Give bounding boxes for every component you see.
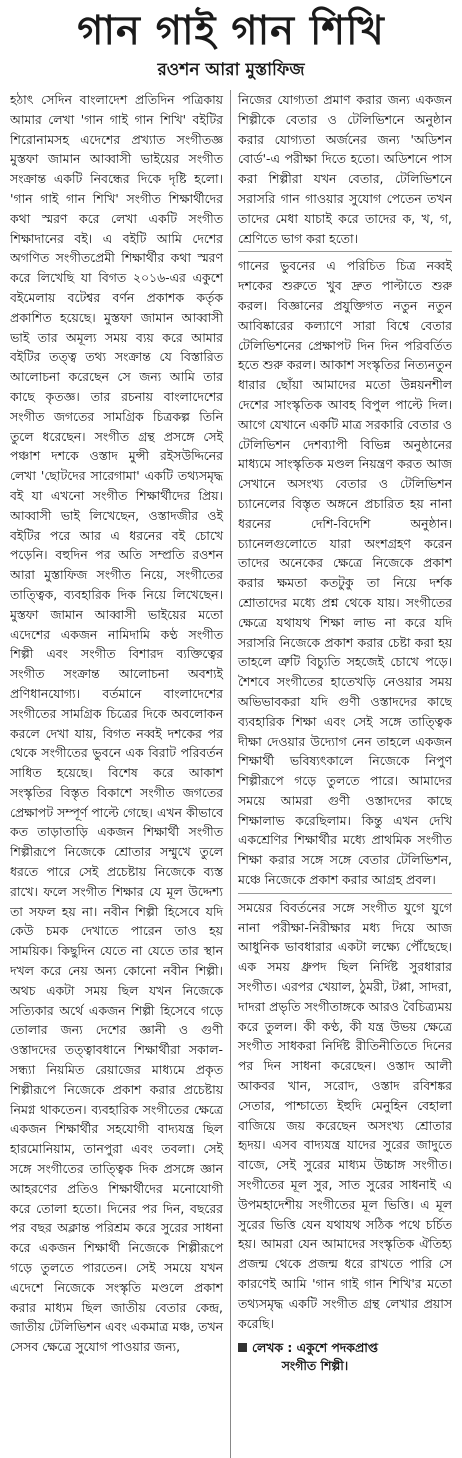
body-paragraph: সময়ের বিবর্তনের সঙ্গে সংগীত যুগে যুগে নানা পরীক্ষা-নিরীক্ষার মধ্য দিয়ে আজ আধুনিক ভাবধারার একটা লক্ষ্যে পৌঁছেছে। এক সময় ধ্রুপদ ছিল নির্দিষ্ট সুরধারার সংগীত। এরপর খেয়াল, ঠুমরী, টপ্পা, সাদরা, দাদরা প্রভৃতি সংগীতাঙ্গকে আরও বৈচিত্র্যময় করে তুলল। কী কণ্ঠ, কী যন্ত্র উভয় ক্ষেত্রে সংগীত সাধকরা নির্দিষ্ট রীতিনীতিতে দিনের পর দিন সাধনা করেছেন। ওস্তাদ আলী আকবর খান, সরোদ, ওস্তাদ রবিশঙ্কর সেতার, পাশ্চাত্যে ইহুদি মেনুহিন বেহালা বাজিয়ে জয় করেছেন অসংখ্য শ্রোতার হৃদয়। এসব বাদ্যযন্ত্র যাদের সুরের জাদুতে বাজে, সেই সুরের মাধ্যম উচ্চাঙ্গ সংগীত। সংগীতের মূল সুর, সাত সুরের সাধনাই এ উপমহাদেশীয় সংগীতের মূল ভিত্তি। এ মূল সুরের ভিত্তি যেন যথাযথ সঠিক পথে চর্চিত হয়। আমরা যেন আমাদের সংস্কৃতিক ঐতিহ্য প্রজন্ম থেকে প্রজন্ম ধরে রাখতে পারি সে কারণেই আমি 'গান গাই গান শিখি'র মতো তথ্যসমৃদ্ধ একটি সংগীত গ্রন্থ লেখার প্রয়াস করেছি। bbox=[238, 899, 452, 1331]
author-credit bbox=[252, 1339, 378, 1375]
section-divider bbox=[238, 251, 452, 252]
article-body bbox=[10, 90, 452, 1458]
left-column bbox=[10, 90, 231, 1458]
square-bullet-icon bbox=[238, 1343, 247, 1352]
author-signature bbox=[238, 1339, 452, 1375]
body-paragraph: হঠাৎ সেদিন বাংলাদেশ প্রতিদিন পত্রিকায় আমার লেখা 'গান গাই গান শিখি' বইটির শিরোনামসহ এদেশের প্রখ্যাত সংগীতজ্ঞ মুস্তফা জামান আব্বাসী ভাইয়ের সংগীত সংক্রান্ত একটি নিবন্ধের দিকে দৃষ্টি হলো। 'গান গাই গান শিখি' সংগীত শিক্ষার্থীদের কথা স্মরণ করে লেখা একটি সংগীত শিক্ষাদানের বই। এ বইটি আমি দেশের অগণিত সংগীতপ্রেমী শিক্ষার্থীর কথা স্মরণ করে লিখেছি যা বিগত ২০১৬-এর একুশে বইমেলায় বটেশ্বর বর্ণন প্রকাশক কর্তৃক প্রকাশিত হয়েছে। মুস্তফা জামান আব্বাসী ভাই তার অমূল্য সময় ব্যয় করে আমার বইটির তত্ত্ব তথ্য সংক্রান্ত যে বিস্তারিত আলোচনা করেছেন সে জন্য আমি তার কাছে কৃতজ্ঞ। তার রচনায় বাংলাদেশের সংগীত জগতের সামগ্রিক চিত্রকল্প তিনি তুলে ধরেছেন। সংগীত গ্রন্থ প্রসঙ্গে সেই পঞ্চাশ দশকে ওস্তাদ মুন্সী রইসউদ্দিনের লেখা 'ছোটদের সারেগামা' একটি তথ্যসমৃদ্ধ বই যা এখনো সংগীত শিক্ষার্থীদের প্রিয়। আব্বাসী ভাই লিখেছেন, ওস্তাদজীর ওই বইটির পরে আর এ ধরনের বই চোখে পড়েনি। বহুদিন পর অতি সম্প্রতি রওশন আরা মুস্তাফিজ সংগীত নিয়ে, সংগীতের তাত্ত্বিক, ব্যবহারিক দিক নিয়ে লিখেছেন। মুস্তফা জামান আব্বাসী ভাইয়ের মতো এদেশের একজন নামিদামি কণ্ঠ সংগীত শিল্পী এবং সংগীত বিশারদ ব্যক্তিত্বের সংগীত সংক্রান্ত আলোচনা অবশ্যই প্রণিধানযোগ্য। বর্তমানে বাংলাদেশের সংগীতের সামগ্রিক চিত্রের দিকে অবলোকন করলে দেখা যায়, বিগত নব্বই দশকের পর থেকে সংগীতের ভুবনে এক বিরাট পরিবর্তন সাধিত হয়েছে। বিশেষ করে আকাশ সংস্কৃতির বিস্তৃত বিকাশে সংগীত জগতের প্রেক্ষাপট সম্পূর্ণ পাল্টে গেছে। এখন কীভাবে কত তাড়াতাড়ি একজন শিক্ষার্থী সংগীত শিল্পীরূপে নিজেকে শ্রোতার সম্মুখে তুলে ধরতে পারে সেই প্রচেষ্টায় নিজেকে ব্যস্ত রাখে। ফলে সংগীত শিক্ষার যে মূল উদ্দেশ্য তা সফল হয় না। নবীন শিল্পী হিসেবে যদি কেউ চমক দেখাতে পারেন তাও হয় সাময়িক। কিছুদিন যেতে না যেতে তার স্থান দখল করে নেয় অন্য কোনো নবীন শিল্পী। অথচ একটা সময় ছিল যখন নিজেকে সত্যিকার অর্থে একজন শিল্পী হিসেবে গড়ে তোলার জন্য দেশের জ্ঞানী ও গুণী ওস্তাদদের তত্ত্বাবধানে শিক্ষার্থীরা সকাল-সন্ধ্যা নিয়মিত রেয়াজের মাধ্যমে প্রকৃত শিল্পীরূপে নিজেকে প্রকাশ করার প্রচেষ্টায় নিমগ্ন থাকতেন। ব্যবহারিক সংগীতের ক্ষেত্রে একজন শিক্ষার্থীর সহযোগী বাদ্যযন্ত্র ছিল হারমোনিয়াম, তানপুরা এবং তবলা। সেই সঙ্গে সংগীতের তাত্ত্বিক দিক প্রসঙ্গে জ্ঞান আহরণের প্রতিও শিক্ষার্থীদের মনোযোগী করে তোলা হতো। দিনের পর দিন, বছরের পর বছর অক্লান্ত পরিশ্রম করে সুরের সাধনা করে একজন শিক্ষার্থী নিজেকে শিল্পীরূপে গড়ে তুলতে পারতেন। সেই সময়ে যখন এদেশে নিজেকে সংস্কৃতি মণ্ডলে প্রকাশ করার মাধ্যম ছিল জাতীয় বেতার কেন্দ্র, জাতীয় টেলিভিশন এবং একমাত্র মঞ্চ, তখন সেসব ক্ষেত্রে সুযোগ পাওয়ার জন্য, bbox=[10, 92, 223, 1355]
article-headline: গান গাই গান শিখি bbox=[77, 8, 385, 54]
section-divider bbox=[238, 893, 452, 894]
author-credit-line: সংগীত শিল্পী। bbox=[281, 1358, 349, 1374]
body-paragraph: নিজের যোগ্যতা প্রমাণ করার জন্য একজন শিল্পীকে বেতার ও টেলিভিশনে অনুষ্ঠান করার যোগ্যতা অর্জনের জন্য 'অডিশন বোর্ড'-এ পরীক্ষা দিতে হতো। অডিশনে পাস করা শিল্পীরা যখন বেতার, টেলিভিশনে সরাসরি গান গাওয়ার সুযোগ পেতেন তখন তাদের মেধা যাচাই করে তাদের ক, খ, গ, শ্রেণিতে ভাগ করা হতো। bbox=[238, 92, 452, 246]
author-credit-line: লেখক : একুশে পদকপ্রাপ্ত bbox=[252, 1340, 378, 1356]
article-byline: রওশন আরা মুস্তাফিজ bbox=[157, 60, 305, 80]
right-column bbox=[231, 90, 452, 1458]
body-paragraph: গানের ভুবনের এ পরিচিত চিত্র নব্বই দশকের শুরুতে খুব দ্রুত পাল্টাতে শুরু করল। বিজ্ঞানের প্রযুক্তিগত নতুন নতুন আবিষ্কারের কল্যাণে সারা বিশ্বে বেতার টেলিভিশনের প্রেক্ষাপট দিন দিন পরিবর্তিত হতে শুরু করল। আকাশ সংস্কৃতির নিত্যনতুন ধারার ছোঁয়া আমাদের মতো উন্নয়নশীল দেশের সাংস্কৃতিক আবহ বিপুল পাল্টে দিল। আগে যেখানে একটি মাত্র সরকারি বেতার ও টেলিভিশন দেশব্যাপী বিভিন্ন অনুষ্ঠানের মাধ্যমে সাংস্কৃতিক মণ্ডল নিয়ন্ত্রণ করত আজ সেখানে অসংখ্য বেতার ও টেলিভিশন চ্যানেলের বিস্তৃত অঙ্গনে প্রচারিত হয় নানা ধরনের দেশি-বিদেশি অনুষ্ঠান। চ্যানেলগুলোতে যারা অংশগ্রহণ করেন তাদের অনেকের ক্ষেত্রে নিজেকে প্রকাশ করার ক্ষমতা কতটুকু তা নিয়ে দর্শক শ্রোতাদের মধ্যে প্রশ্ন থেকে যায়। সংগীতের ক্ষেত্রে যথাযথ শিক্ষা লাভ না করে যদি সরাসরি নিজেকে প্রকাশ করার চেষ্টা করা হয় তাহলে ত্রুটি বিচ্যুতি সহজেই চোখে পড়ে। শৈশবে সংগীতের হাতেখড়ি নেওয়ার সময় অভিভাবকরা যদি গুণী ওস্তাদদের কাছে ব্যবহারিক শিক্ষা এবং সেই সঙ্গে তাত্ত্বিক দীক্ষা দেওয়ার উদ্যোগ নেন তাহলে একজন শিক্ষার্থী ভবিষ্যৎকালে নিজেকে নিপুণ শিল্পীরূপে গড়ে তুলতে পারে। আমাদের সময়ে আমরা গুণী ওস্তাদদের কাছে শিক্ষালাভ করেছিলাম। কিন্তু এখন দেখি একশ্রেণির শিক্ষার্থীর মধ্যে প্রাথমিক সংগীত শিক্ষা করার সঙ্গে সঙ্গে বেতার টেলিভিশন, মঞ্চে নিজেকে প্রকাশ করার আগ্রহ প্রবল। bbox=[238, 258, 452, 888]
